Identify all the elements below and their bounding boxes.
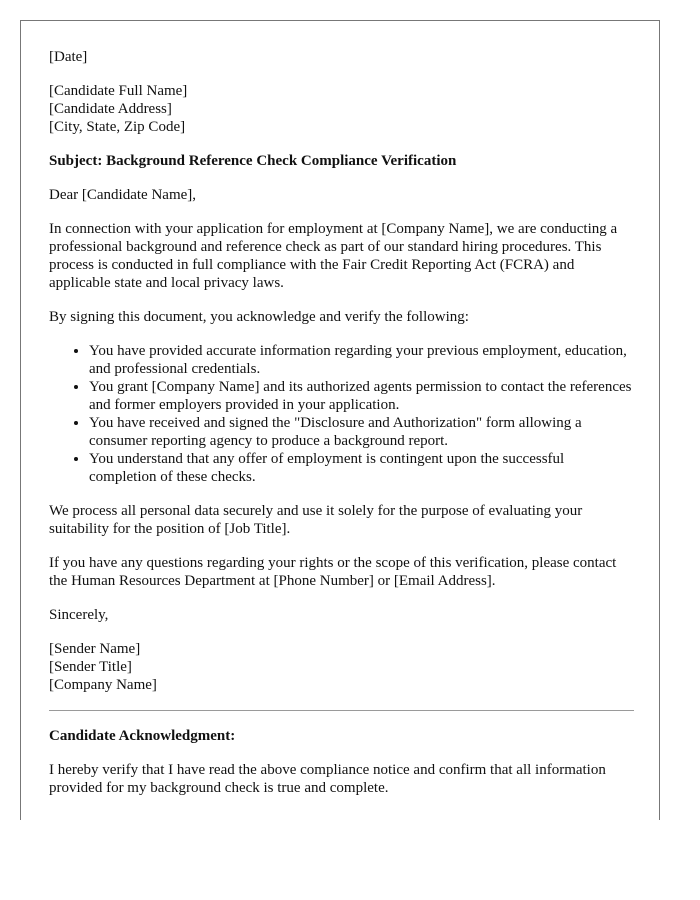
list-item: • You have received and signed the "Disclosure and Authorization" form allowing a consumer reporting agency to produce a background report. bbox=[89, 414, 634, 450]
list-item: • You understand that any offer of employment is contingent upon the successful completion of these checks. bbox=[89, 450, 634, 486]
greeting: Dear [Candidate Name], bbox=[49, 187, 197, 203]
acknowledgment-text: I hereby verify that I have read the above compliance notice and confirm that all information provided for my background check is true and complete. bbox=[49, 762, 606, 796]
sender-block bbox=[49, 640, 634, 694]
letter-page bbox=[20, 20, 660, 820]
closing: Sincerely, bbox=[49, 607, 109, 623]
sender-company: [Company Name] bbox=[49, 677, 157, 693]
data-processing-paragraph: We process all personal data securely and use it solely for the purpose of evaluating your suitability for the position of [Job Title]. bbox=[49, 503, 583, 537]
letter-date: [Date] bbox=[49, 49, 88, 65]
sender-name: [Sender Name] bbox=[49, 641, 141, 657]
subject-line: Subject: Background Reference Check Compliance Verification bbox=[49, 153, 457, 169]
section-divider bbox=[49, 710, 634, 711]
acknowledgment-lead: By signing this document, you acknowledge and verify the following: bbox=[49, 309, 469, 325]
recipient-name: [Candidate Full Name] bbox=[49, 83, 188, 99]
recipient-address: [Candidate Address] bbox=[49, 101, 172, 117]
list-item: • You have provided accurate information regarding your previous employment, education, and professional credentials. bbox=[89, 342, 634, 378]
list-item: • You grant [Company Name] and its authorized agents permission to contact the references and former employers provided in your application. bbox=[89, 378, 634, 414]
recipient-block bbox=[49, 82, 634, 136]
acknowledgment-list bbox=[49, 342, 634, 486]
sender-title: [Sender Title] bbox=[49, 659, 132, 675]
intro-paragraph: In connection with your application for employment at [Company Name], we are conducting a professional background and reference check as part of our standard hiring procedures. This process is conducted in full compliance with the Fair Credit Reporting Act (FCRA) and applicable state and local privacy laws. bbox=[49, 221, 618, 291]
date-block bbox=[49, 48, 634, 66]
acknowledgment-heading: Candidate Acknowledgment: bbox=[49, 728, 236, 744]
recipient-city-state-zip: [City, State, Zip Code] bbox=[49, 119, 186, 135]
letter-body bbox=[49, 48, 634, 813]
questions-paragraph: If you have any questions regarding your rights or the scope of this verification, please contact the Human Resources Department at [Phone Number] or [Email Address]. bbox=[49, 555, 617, 589]
